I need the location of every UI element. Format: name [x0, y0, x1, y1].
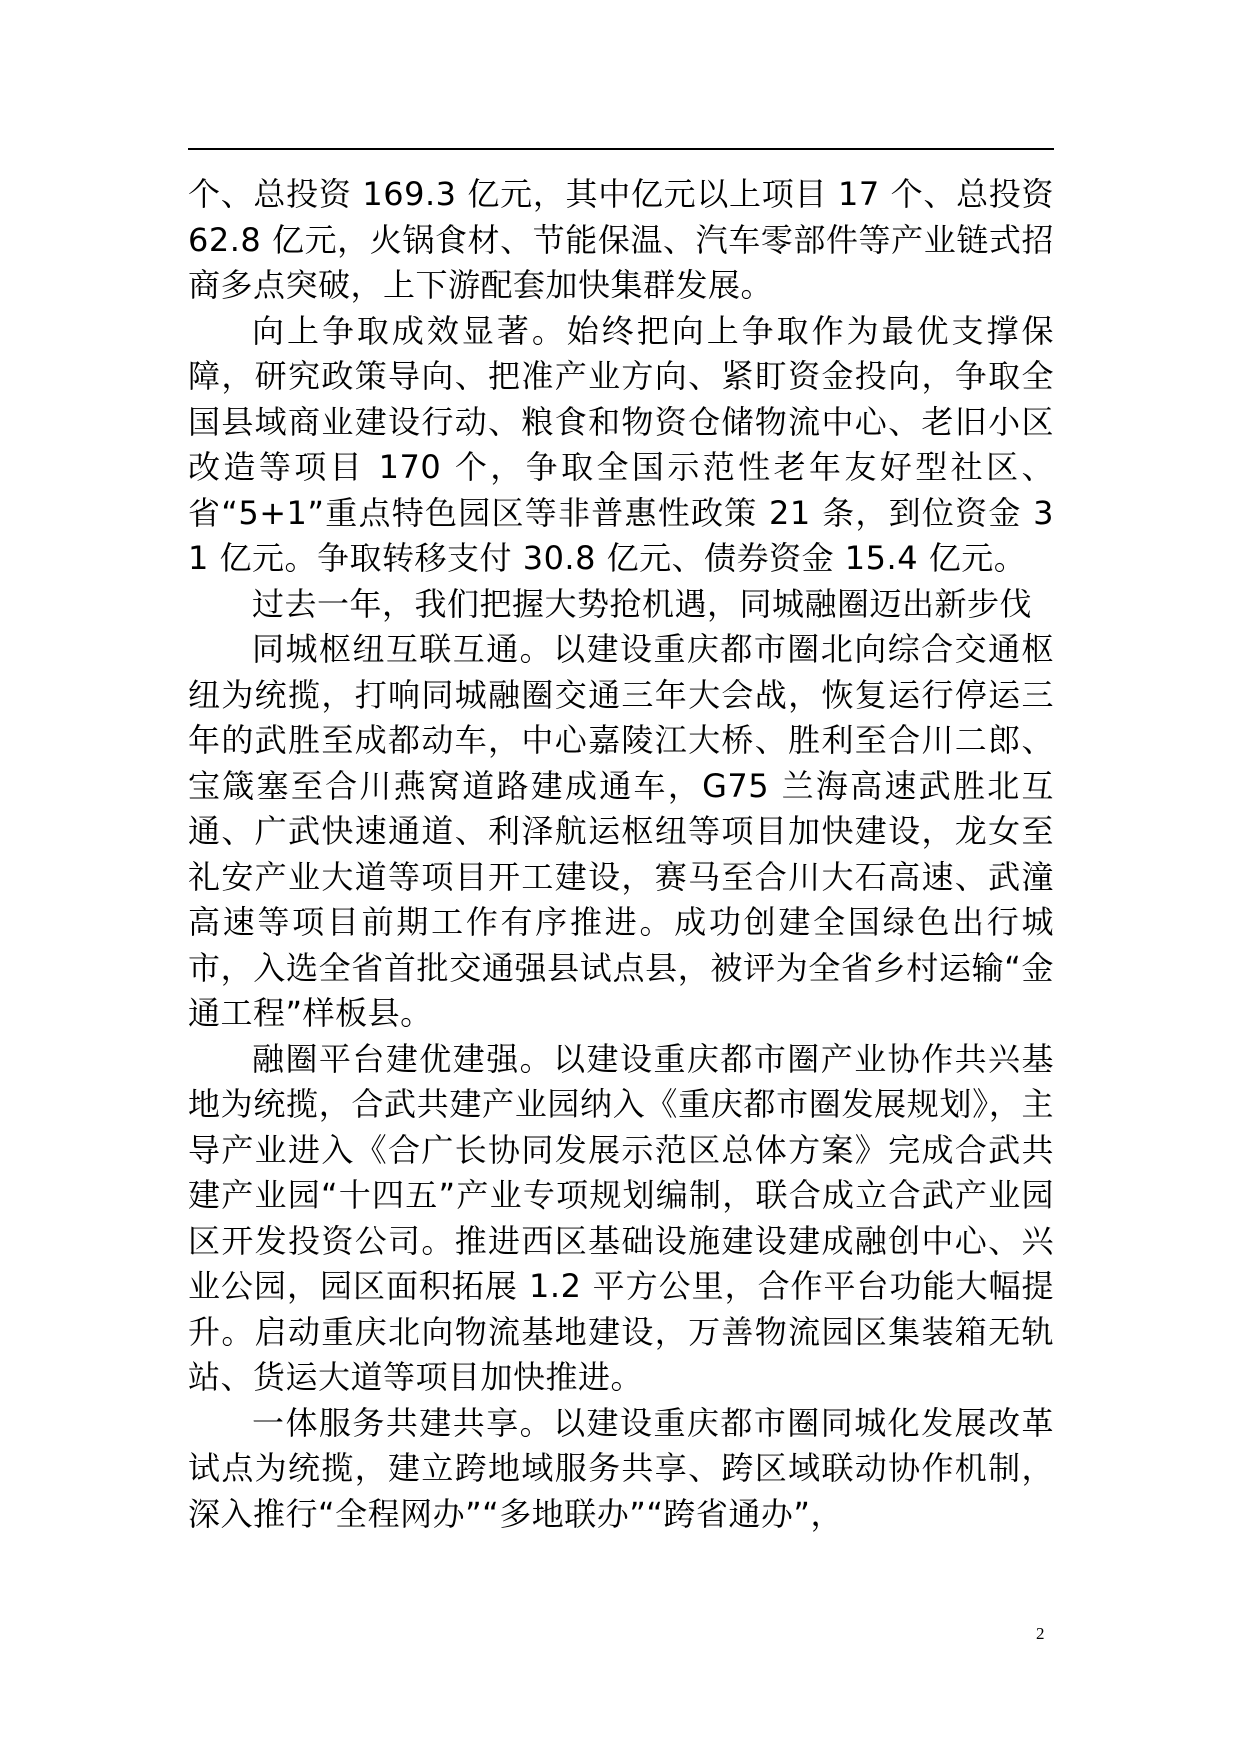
paragraph-1: 个、总投资 169.3 亿元，其中亿元以上项目 17 个、总投资 62.8 亿元，火锅食材、节能保温、汽车零部件等产业链式招商多点突破，上下游配套加快集群发展。 [188, 175, 1054, 304]
paragraph-3: 过去一年，我们把握大势抢机遇，同城融圈迈出新步伐 [252, 584, 1033, 623]
paragraph-4: 同城枢纽互联互通。以建设重庆都市圈北向综合交通枢纽为统揽，打响同城融圈交通三年大会战，恢复运行停运三年的武胜至成都动车，中心嘉陵江大桥、胜利至合川二郎、宝箴塞至合川燕窝道路建成通车，G75 兰海高速武胜北互通、广武快速通道、利泽航运枢纽等项目加快建设，龙女至礼安产业大道等项目开工建设，赛马至合川大石高速、武潼高速等项目前期工作有序推进。成功创建全国绿色出行城市，入选全省首批交通强县试点县，被评为全省乡村运输“金通工程”样板县。 [188, 630, 1054, 1032]
header-rule [188, 148, 1054, 150]
paragraph-2: 向上争取成效显著。始终把向上争取作为最优支撑保障，研究政策导向、把准产业方向、紧盯资金投向，争取全国县域商业建设行动、粮食和物资仓储物流中心、老旧小区改造等项目 170 个，争取全国示范性老年友好型社区、省“5+1”重点特色园区等非普惠性政策 21 条，到位资金 31 亿元。争取转移支付 30.8 亿元、债券资金 15.4 亿元。 [188, 311, 1054, 577]
body-text [188, 172, 1054, 1537]
paragraph-6: 一体服务共建共享。以建设重庆都市圈同城化发展改革试点为统揽，建立跨地域服务共享、跨区域联动协作机制，深入推行“全程网办”“多地联办”“跨省通办”， [188, 1403, 1054, 1533]
paragraph-5: 融圈平台建优建强。以建设重庆都市圈产业协作共兴基地为统揽，合武共建产业园纳入《重庆都市圈发展规划》，主导产业进入《合广长协同发展示范区总体方案》完成合武共建产业园“十四五”产业专项规划编制，联合成立合武产业园区开发投资公司。推进西区基础设施建设建成融创中心、兴业公园，园区面积拓展 1.2 平方公里，合作平台功能大幅提升。启动重庆北向物流基地建设，万善物流园区集装箱无轨站、货运大道等项目加快推进。 [188, 1039, 1054, 1396]
page-number: 2 [1036, 1624, 1045, 1643]
